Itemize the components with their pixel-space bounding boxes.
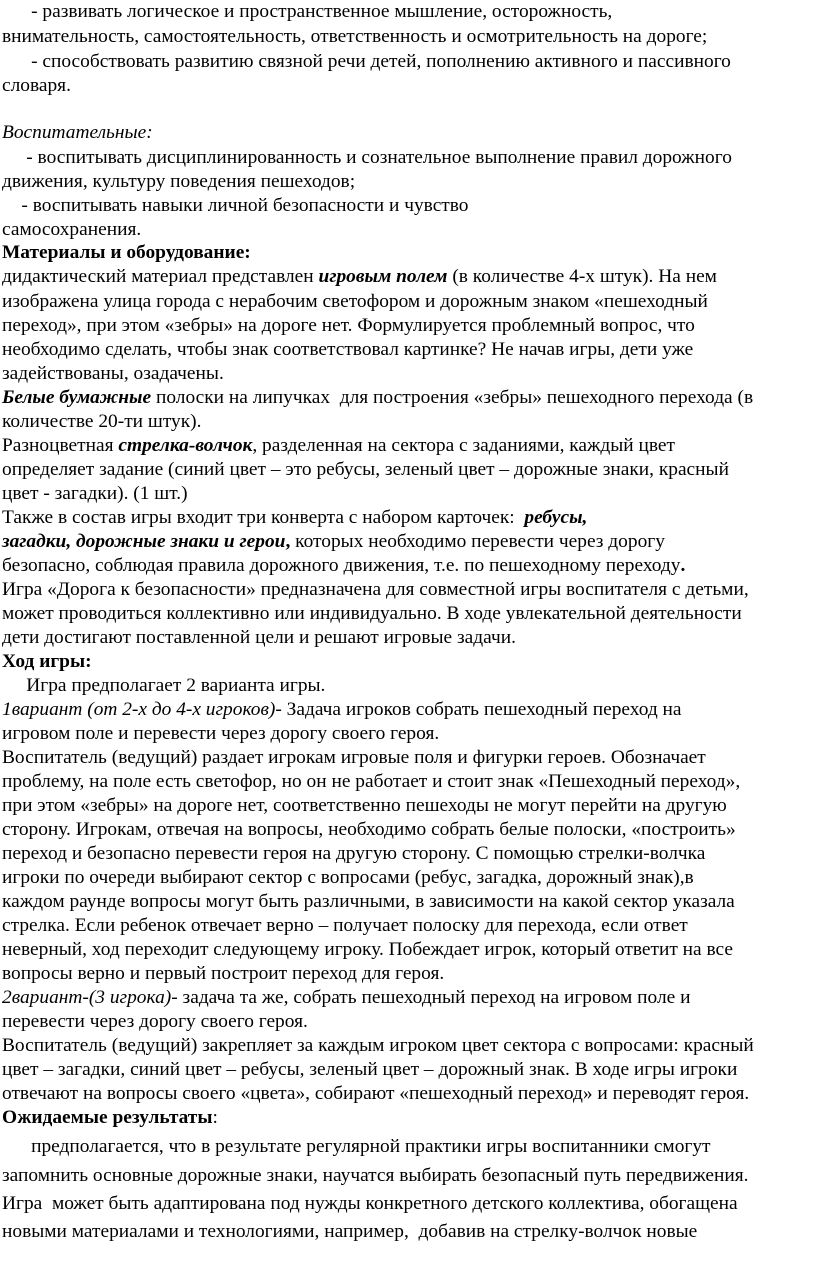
line-text: задействованы, озадачены.: [2, 363, 224, 384]
text-line: [2, 938, 733, 961]
line-text: самосохранения.: [2, 219, 142, 240]
variant-label: 2вариант-(3 игрока)-: [2, 987, 178, 1008]
line-text: - воспитывать дисциплинированность и сознательное выполнение правил дорожного: [2, 147, 732, 168]
text-line: [2, 74, 71, 97]
line-text: задача та же, собрать пешеходный переход на игровом поле и: [177, 987, 691, 1008]
text-line: [2, 1192, 738, 1215]
emphasis-text: стрелка-волчок: [118, 435, 253, 456]
line-text: которых необходимо перевести через дорогу: [290, 531, 665, 552]
text-line: [2, 1034, 754, 1057]
text-line: [2, 746, 706, 769]
line-text: Разноцветная: [2, 435, 119, 456]
line-text: Игра может быть адаптирована под нужды конкретного детского коллектива, обогащена: [2, 1193, 738, 1214]
line-text: цвет – загадки, синий цвет – ребусы, зеленый цвет – дорожный знак. В ходе игры игроки: [2, 1059, 738, 1080]
emphasis-punct: .: [680, 555, 686, 576]
text-line: [2, 962, 444, 985]
text-line: [2, 1164, 749, 1187]
line-text: словаря.: [2, 75, 71, 96]
line-text: внимательность, самостоятельность, ответственность и осмотрительность на дороге;: [2, 26, 708, 47]
text-line: [2, 290, 708, 313]
text-line: [2, 602, 742, 625]
text-line: [2, 434, 675, 457]
line-text: определяет задание (синий цвет – это ребусы, зеленый цвет – дорожные знаки, красный: [2, 459, 729, 480]
text-line: [2, 194, 469, 217]
line-text: отвечают на вопросы своего «цвета», собирают «пешеходный переход» и переводят героя.: [2, 1083, 750, 1104]
line-text: изображена улица города с нерабочим светофором и дорожным знаком «пешеходный: [2, 291, 708, 312]
line-text: (в количестве 4-х штук). На нем: [447, 266, 717, 287]
text-line: [2, 386, 753, 409]
line-text: перевести через дорогу своего героя.: [2, 1011, 308, 1032]
line-text: Воспитатель (ведущий) раздает игрокам игровые поля и фигурки героев. Обозначает: [2, 747, 706, 768]
section-heading: [2, 1106, 218, 1129]
line-text: переход и безопасно перевести героя на другую сторону. С помощью стрелки-волчка: [2, 843, 706, 864]
emphasis-punct: ,: [285, 531, 291, 552]
text-line: [2, 338, 693, 361]
text-line: [2, 1220, 697, 1243]
line-text: - воспитывать навыки личной безопасности и чувство: [2, 195, 469, 216]
line-text: Игра предполагает 2 варианта игры.: [2, 675, 326, 696]
heading-materials: Материалы и оборудование:: [2, 242, 251, 263]
text-line: [2, 146, 732, 169]
line-text: количестве 20-ти штук).: [2, 411, 202, 432]
text-line: [2, 218, 141, 241]
text-line: [2, 770, 740, 793]
text-line: [2, 842, 705, 865]
text-line: [2, 674, 325, 697]
line-text: проблему, на поле есть светофор, но он не работает и стоит знак «Пешеходный переход»,: [2, 771, 741, 792]
text-line: [2, 482, 188, 505]
line-text: безопасно, соблюдая правила дорожного движения, т.е. по пешеходному переходу: [2, 555, 681, 576]
text-line: [2, 506, 587, 529]
text-line: [2, 866, 694, 889]
line-text: Задача игроков собрать пешеходный переход на: [281, 699, 682, 720]
heading-gameplay: Ход игры:: [2, 651, 92, 672]
line-text: запомнить основные дорожные знаки, научатся выбирать безопасный путь передвижения.: [2, 1165, 749, 1186]
line-text: может проводиться коллективно или индивидуально. В ходе увлекательной деятельности: [2, 603, 742, 624]
text-line: [2, 1010, 308, 1033]
line-text: , разделенная на сектора с заданиями, каждый цвет: [252, 435, 676, 456]
emphasis-text: загадки, дорожные знаки и герои: [2, 531, 286, 552]
line-text: полоски на липучках для построения «зебры» пешеходного перехода (в: [151, 387, 754, 408]
text-line: [2, 458, 729, 481]
text-line: [2, 25, 707, 48]
line-text: неверный, ход переходит следующему игроку. Побеждает игрок, который ответит на все: [2, 939, 733, 960]
text-line: [2, 554, 685, 577]
heading-upbringing: Воспитательные:: [2, 122, 153, 143]
text-line: [2, 314, 695, 337]
text-line: [2, 170, 355, 193]
section-heading: [2, 241, 251, 264]
text-line: [2, 986, 691, 1009]
line-text: дети достигают поставленной цели и решают игровые задачи.: [2, 627, 516, 648]
text-line: [2, 722, 439, 745]
line-text: при этом «зебры» на дороге нет, соответственно пешеходы не могут перейти на другую: [2, 795, 727, 816]
line-text: стрелка. Если ребенок отвечает верно – получает полоску для перехода, если ответ: [2, 915, 688, 936]
line-text: вопросы верно и первый построит переход для героя.: [2, 963, 445, 984]
line-text: предполагается, что в результате регулярной практики игры воспитанники смогут: [2, 1136, 711, 1157]
line-text: Игра «Дорога к безопасности» предназначена для совместной игры воспитателя с детьми,: [2, 579, 749, 600]
text-line: [2, 1082, 749, 1105]
text-line: [2, 698, 682, 721]
line-text: - развивать логическое и пространственное мышление, осторожность,: [2, 1, 613, 22]
line-text: цвет - загадки). (1 шт.): [2, 483, 188, 504]
text-line: [2, 1135, 711, 1158]
line-text: :: [212, 1107, 218, 1128]
text-line: [2, 530, 665, 553]
section-heading: [2, 121, 153, 144]
line-text: каждом раунде вопросы могут быть различными, в зависимости на какой сектор указала: [2, 891, 735, 912]
line-text: Также в состав игры входит три конверта с набором карточек:: [2, 507, 525, 528]
line-text: игровом поле и перевести через дорогу своего героя.: [2, 723, 440, 744]
text-line: [2, 890, 735, 913]
line-text: добавив на стрелку-волчок новые: [418, 1221, 698, 1242]
text-line: [2, 410, 201, 433]
line-text: новыми материалами и технологиями, например,: [2, 1221, 419, 1242]
text-line: [2, 265, 717, 288]
line-text: - способствовать развитию связной речи детей, пополнению активного и пассивного: [2, 51, 731, 72]
line-text: игроки по очереди выбирают сектор с вопросами (ребус, загадка, дорожный знак),в: [2, 867, 694, 888]
line-text: необходимо сделать, чтобы знак соответствовал картинке? Не начав игры, дети уже: [2, 339, 694, 360]
text-line: [2, 50, 731, 73]
text-line: [2, 578, 749, 601]
text-line: [2, 914, 688, 937]
text-line: [2, 362, 224, 385]
line-text: движения, культуру поведения пешеходов;: [2, 171, 356, 192]
emphasis-text: Белые бумажные: [2, 387, 152, 408]
text-line: [2, 0, 612, 23]
line-text: Воспитатель (ведущий) закрепляет за каждым игроком цвет сектора с вопросами: красный: [2, 1035, 754, 1056]
line-text: переход», при этом «зебры» на дороге нет. Формулируется проблемный вопрос, что: [2, 315, 695, 336]
section-heading: [2, 650, 92, 673]
variant-label: 1вариант (от 2-х до 4-х игроков)-: [2, 699, 282, 720]
text-line: [2, 1058, 737, 1081]
line-text: дидактический материал представлен: [2, 266, 319, 287]
line-text: сторону. Игрокам, отвечая на вопросы, необходимо собрать белые полоски, «построить»: [2, 819, 736, 840]
text-line: [2, 626, 516, 649]
heading-results: Ожидаемые результаты: [2, 1107, 213, 1128]
emphasis-text: игровым полем: [318, 266, 448, 287]
text-line: [2, 818, 736, 841]
emphasis-text: ребусы,: [524, 507, 588, 528]
text-line: [2, 794, 727, 817]
